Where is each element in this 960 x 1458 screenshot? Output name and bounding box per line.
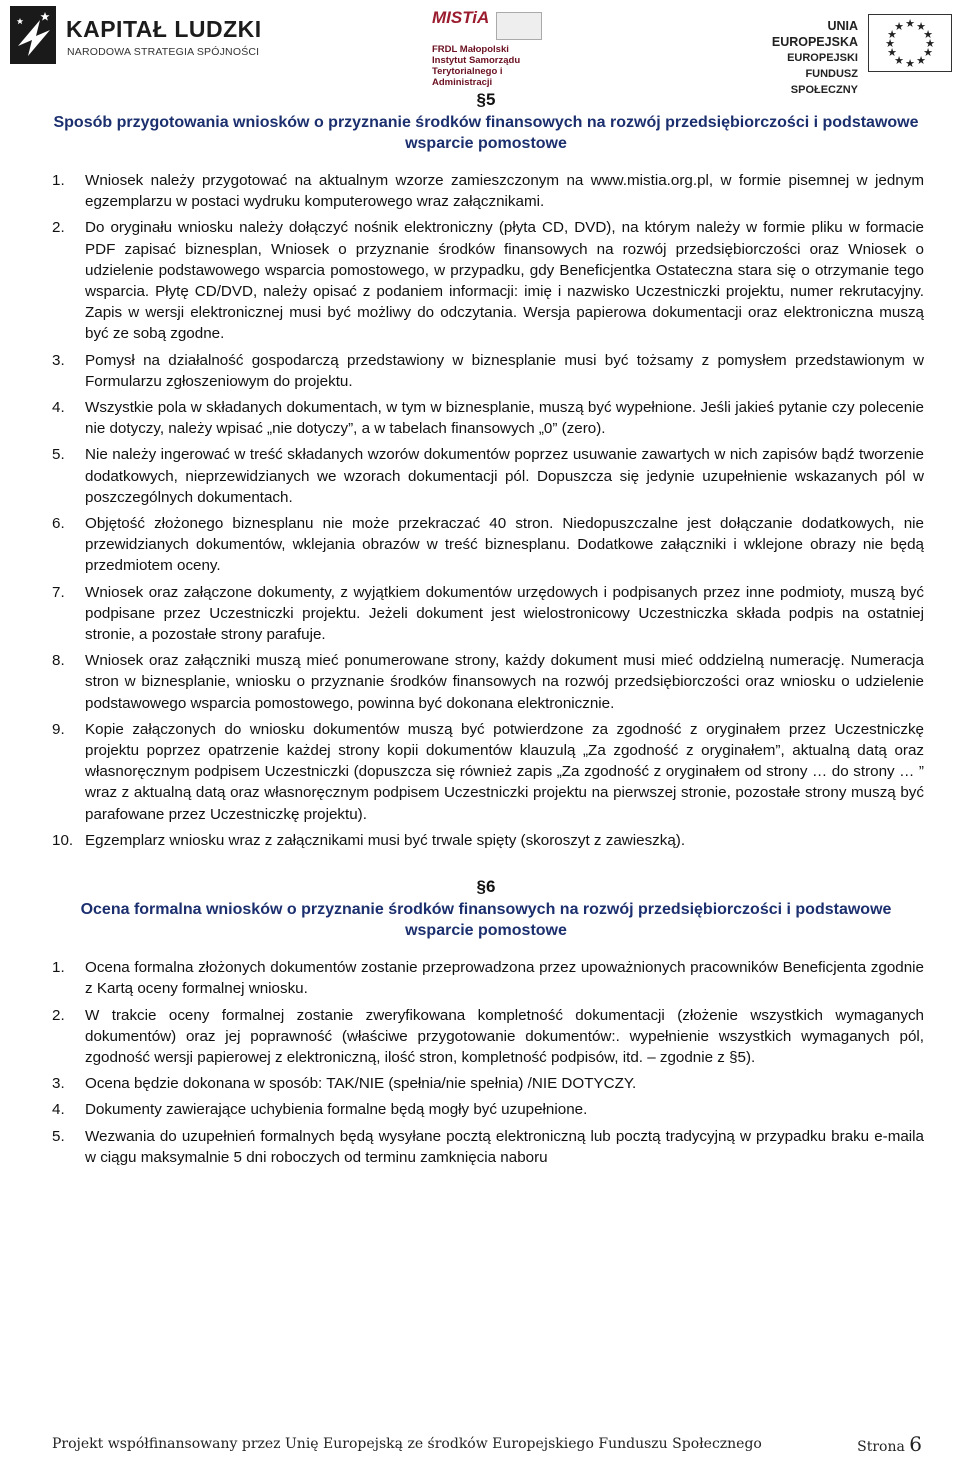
list-item: [48, 1073, 924, 1094]
list-item-number: 1.: [52, 172, 65, 189]
ue-line1: UNIA EUROPEJSKA: [771, 19, 858, 49]
list-item-text: Ocena formalna złożonych dokumentów zostanie przeprowadzona przez upoważnionych pracowników Beneficjenta zgodnie z Kartą oceny formalnej wniosku.: [85, 959, 924, 998]
svg-text:★: ★: [916, 20, 926, 33]
kapital-ludzki-subtitle: NARODOWA STRATEGIA SPÓJNOŚCI: [67, 46, 260, 58]
footer-text: Projekt współfinansowany przez Unię Europejską ze środków Europejskiego Funduszu Społecznego: [52, 1436, 762, 1452]
list-item-number: 2.: [52, 219, 65, 237]
section-6-number: §6: [476, 877, 496, 897]
list-item-text: Wniosek należy przygotować na aktualnym wzorze zamieszczonym na www.mistia.org.pl, w formie pisemnej w jednym egzemplarzu w postaci wydruku komputerowego wraz załącznikami.: [85, 172, 924, 211]
section-5-number: §5: [476, 90, 496, 109]
list-item: [48, 719, 924, 825]
footer-page-label: Strona: [857, 1439, 905, 1455]
document-body: [48, 90, 924, 1173]
list-item: [48, 397, 924, 439]
list-item-text: Ocena będzie dokonana w sposób: TAK/NIE (spełnia/nie spełnia) /NIE DOTYCZY.: [85, 1075, 637, 1093]
section-5: [48, 90, 924, 851]
section-6-list: [48, 957, 924, 1168]
svg-text:★: ★: [905, 17, 915, 30]
list-item-number: 4.: [52, 399, 65, 417]
section-5-list: [48, 170, 924, 851]
list-item-number: 7.: [52, 583, 65, 601]
list-item-number: 6.: [52, 515, 65, 533]
kapital-ludzki-logo: [10, 6, 262, 66]
list-item-number: 10.: [52, 831, 74, 849]
list-item-number: 1.: [52, 959, 65, 977]
ue-line2: EUROPEJSKI: [787, 52, 858, 64]
footer-page: [857, 1432, 922, 1456]
svg-text:★: ★: [885, 37, 895, 50]
list-item: [48, 582, 924, 646]
mistia-name: MISTiA: [432, 8, 490, 27]
list-item-number: 8.: [52, 652, 65, 670]
list-item: [48, 350, 924, 392]
list-item: [48, 957, 924, 999]
list-item-number: 9.: [52, 720, 65, 738]
list-item: [48, 1126, 924, 1168]
list-item: [48, 1099, 924, 1120]
section-6: [48, 877, 924, 1168]
list-item-text: Objętość złożonego biznesplanu nie może przekraczać 40 stron. Niedopuszczalne jest dołączanie dodatkowych, nie przewidzianych dokumentów, wklejania obrazów w treść biznesplanu. Dodatkowe załączniki i wklejone obrazy nie będą przedmiotem oceny.: [85, 515, 924, 575]
list-item-text: W trakcie oceny formalnej zostanie zweryfikowana kompletność dokumentacji (złożenie wszystkich wymaganych dokumentów) oraz jej poprawność (właściwe przygotowanie dokumentów:. wypełnienie wszystkich wymaganych pól, zgodność wersji papierowej z elektroniczną, ilość stron, kompletność podpisów, itd. – zgodnie z §5).: [85, 1006, 924, 1066]
list-item-text: Pomysł na działalność gospodarczą przedstawiony w biznesplanie musi być tożsamy z pomysłem przedstawionym w Formularzu zgłoszeniowym do projektu.: [85, 351, 924, 390]
list-item: [48, 1005, 924, 1069]
list-item-text: Wniosek oraz załączone dokumenty, z wyjątkiem dokumentów urzędowych i podpisanych przez inne podmioty, muszą być podpisane przez Uczestniczki projektu. Jeżeli dokument jest wielostronicowy Uczestniczka składa podpis na ostatniej stronie, a pozostałe strony parafuje.: [85, 583, 924, 644]
svg-text:★: ★: [925, 37, 935, 50]
section-5-title: Sposób przygotowania wniosków o przyznanie środków finansowych na rozwój przedsiębiorczości i podstawowe wsparcie pomostowe: [53, 114, 919, 152]
mistia-badge-icon: [496, 12, 542, 40]
list-item: [48, 444, 924, 508]
mistia-logo: [432, 8, 542, 88]
page-footer: [52, 1432, 922, 1458]
ue-line3: FUNDUSZ SPOŁECZNY: [790, 68, 858, 96]
svg-text:★: ★: [916, 54, 926, 67]
list-item-number: 5.: [52, 446, 65, 464]
list-item-text: Wezwania do uzupełnień formalnych będą wysyłane pocztą elektroniczną lub pocztą tradycyjną w przypadku braku e-maila w ciągu maksymalnie 5 dni roboczych od terminu zamknięcia naboru: [85, 1127, 924, 1166]
list-item-text: Wniosek oraz załączniki muszą mieć ponumerowane strony, każdy dokument musi mieć oddzielną numerację. Numeracja stron w biznesplanie, wniosku o przyznanie środków finansowych na rozwój przedsiębiorczości oraz wniosku o udzielenie podstawowego wsparcia pomostowego, powinna być dokonana elektronicznie.: [85, 652, 924, 712]
footer-page-number: 6: [909, 1432, 922, 1456]
svg-text:★: ★: [905, 57, 915, 70]
list-item-text: Egzemplarz wniosku wraz z załącznikami musi być trwale spięty (skoroszyt z zawieszką).: [85, 831, 686, 849]
svg-text:★: ★: [923, 28, 933, 41]
kapital-ludzki-title: KAPITAŁ LUDZKI: [66, 16, 262, 42]
ue-logo: [750, 14, 950, 96]
list-item-text: Do oryginału wniosku należy dołączyć nośnik elektroniczny (płyta CD, DVD), na którym należy w formie pliku w formacie PDF zapisać biznesplan, Wniosek o przyznanie środków finansowych na rozwój przedsiębiorczości oraz Wniosek o udzielenie podstawowego wsparcia pomostowego, w przypadku, gdy Beneficjentka Ostateczna stara się o otrzymanie tego wsparcia. Płytę CD/DVD, należy opisać z podaniem informacji: imię i nazwisko Uczestniczki projektu, numer rekrutacyjny. Zapis w wersji elektronicznej musi być możliwy do odczytania. Wersja papierowa dokumentacji oraz elektroniczna muszą być ze sobą zgodne.: [85, 219, 924, 343]
list-item: [48, 217, 924, 344]
list-item: [48, 650, 924, 714]
mistia-institute: FRDL Małopolski Instytut Samorządu Terytorialnego i Administracji: [432, 44, 521, 88]
page-header: [0, 0, 960, 96]
list-item-number: 3.: [52, 351, 65, 369]
list-item-number: 4.: [52, 1101, 65, 1119]
kapital-ludzki-mark-icon: [10, 6, 56, 64]
svg-text:★: ★: [894, 20, 904, 33]
section-6-title: Ocena formalna wniosków o przyznanie środków finansowych na rozwój przedsiębiorczości i podstawowe wsparcie pomostowe: [80, 901, 892, 940]
list-item-text: Nie należy ingerować w treść składanych wzorów dokumentów poprzez usuwanie zawartych w nich zapisów bądź tworzenie dodatkowych, nieprzewidzianych we wzorach dokumentacji pól. Dopuszcza się jedynie uzupełnienie wskazanych pól w poszczególnych dokumentach.: [85, 446, 924, 506]
list-item-number: 5.: [52, 1127, 65, 1145]
svg-text:★: ★: [887, 46, 897, 59]
eu-flag-icon: [868, 14, 952, 72]
list-item-text: Dokumenty zawierające uchybienia formalne będą mogły być uzupełnione.: [85, 1101, 588, 1119]
list-item-text: Kopie załączonych do wniosku dokumentów muszą być potwierdzone za zgodność z oryginałem przez Uczestniczkę projektu poprzez opatrzenie każdej strony kopii dokumentów klauzulą „Za zgodność z oryginałem”, aktualną datą oraz własnoręcznym podpisem Uczestniczki (dopuszcza się również zapis „Za zgodność z oryginałem od strony … do strony … ” wraz z aktualną datą oraz własnoręcznym podpisem Uczestniczki projektu na pierwszej stronie, pozostałe strony muszą być parafowane przez Uczestniczkę projektu).: [85, 720, 924, 823]
list-item: [48, 513, 924, 577]
list-item-number: 3.: [52, 1075, 65, 1093]
list-item-text: Wszystkie pola w składanych dokumentach, w tym w biznesplanie, muszą być wypełnione. Jeśli jakieś pytanie czy polecenie nie dotyczy, należy wpisać „nie dotyczy”, a w tabelach finansowych „0” (zero).: [85, 399, 924, 438]
svg-text:★: ★: [894, 54, 904, 67]
list-item-number: 2.: [52, 1006, 65, 1024]
svg-text:★: ★: [923, 46, 933, 59]
list-item: [48, 830, 924, 851]
list-item: [48, 170, 924, 212]
svg-text:★: ★: [887, 28, 897, 41]
ue-text: [750, 18, 858, 98]
